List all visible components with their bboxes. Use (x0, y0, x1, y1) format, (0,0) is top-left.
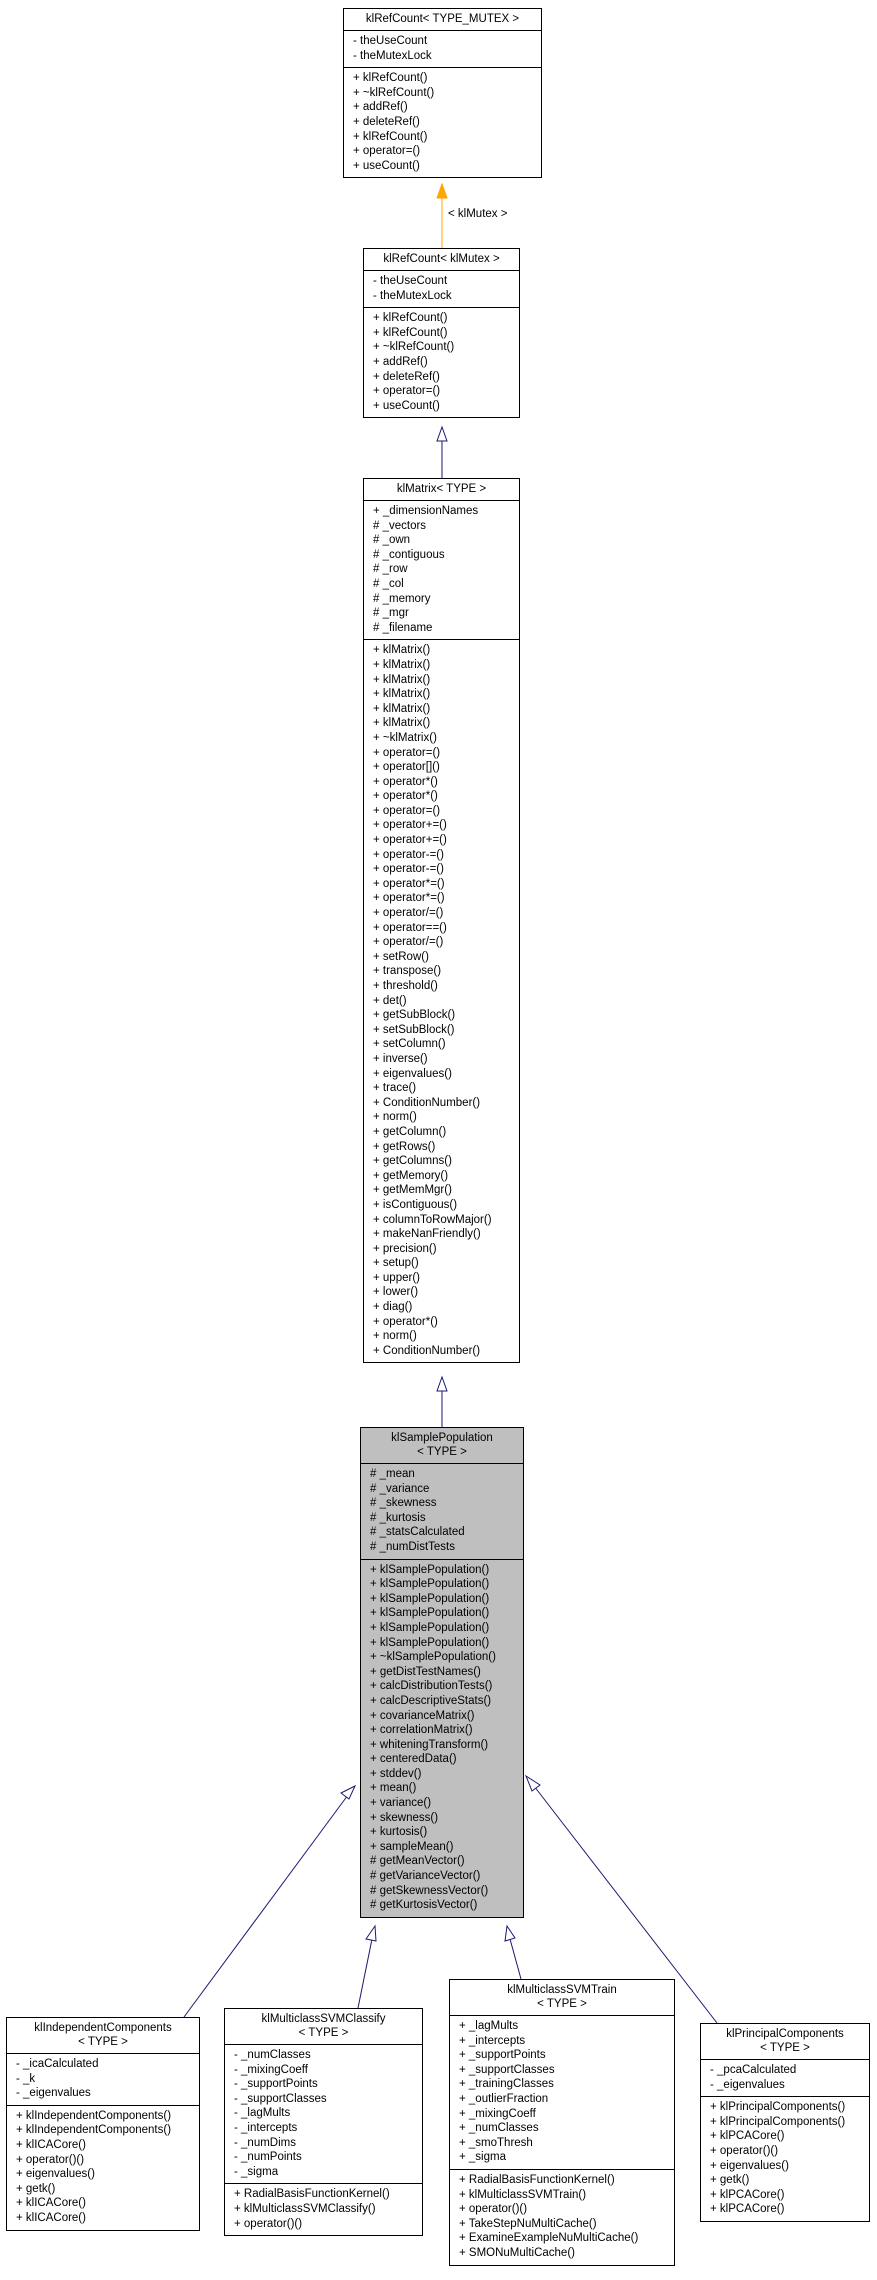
method-item[interactable]: + klSamplePopulation() (370, 1636, 490, 1649)
method-item[interactable]: + getColumns() (373, 1155, 452, 1168)
class-name-line: klMulticlassSVMClassify (261, 2013, 386, 2025)
class-name-line: klRefCount< TYPE_MUTEX > (365, 13, 520, 25)
methods-section (701, 2097, 869, 2221)
attributes-section (364, 501, 519, 640)
method-item[interactable]: + getDistTestNames() (370, 1665, 481, 1678)
attribute-item[interactable]: # _own (373, 534, 411, 547)
method-item[interactable]: + klMatrix() (373, 673, 431, 686)
method-item[interactable]: + diag() (373, 1301, 413, 1314)
class-klindependentcomponents[interactable] (6, 2017, 200, 2231)
method-item[interactable]: + klRefCount() (353, 72, 428, 85)
method-item[interactable]: + deleteRef() (373, 370, 440, 383)
attribute-item[interactable]: - theMutexLock (373, 289, 452, 302)
method-item[interactable]: + klMulticlassSVMTrain() (459, 2188, 587, 2201)
method-item[interactable]: + RadialBasisFunctionKernel() (459, 2173, 615, 2186)
method-item[interactable]: + getk() (710, 2174, 750, 2187)
method-item[interactable]: + operator()() (459, 2203, 528, 2216)
class-title (361, 1428, 523, 1464)
method-item[interactable]: + setColumn() (373, 1038, 446, 1051)
attribute-item[interactable]: - _intercepts (234, 2121, 298, 2134)
method-item[interactable]: + ~klRefCount() (353, 86, 435, 99)
attribute-item[interactable]: + _dimensionNames (373, 505, 479, 517)
method-item[interactable]: + ConditionNumber() (373, 1096, 481, 1109)
method-item[interactable]: + skewness() (370, 1811, 439, 1824)
attribute-item[interactable]: + _smoThresh (459, 2136, 533, 2149)
method-item[interactable]: + upper() (373, 1271, 420, 1284)
method-item[interactable]: + stddev() (370, 1767, 422, 1780)
method-item[interactable]: + klRefCount() (373, 312, 448, 325)
method-item[interactable]: # getSkewnessVector() (370, 1884, 489, 1897)
methods-section (364, 640, 519, 1362)
method-item[interactable]: + norm() (373, 1330, 417, 1343)
method-item[interactable]: + operator-=() (373, 848, 444, 861)
class-name-line: klPrincipalComponents (726, 2028, 844, 2040)
method-item[interactable]: + klICACore() (16, 2197, 86, 2210)
attribute-item[interactable]: # _memory (373, 592, 431, 605)
method-item[interactable]: # getMeanVector() (370, 1855, 465, 1868)
class-name-line: < TYPE > (298, 2027, 349, 2039)
method-item[interactable]: + getMemMgr() (373, 1184, 452, 1197)
attribute-item[interactable]: # _mgr (373, 607, 409, 620)
attribute-item[interactable]: - _numPoints (234, 2151, 302, 2164)
methods-section (344, 68, 541, 177)
inheritance-edge-independent-components (184, 1795, 348, 2017)
method-item[interactable]: + klMatrix() (373, 658, 431, 671)
class-title (225, 2009, 422, 2045)
attribute-item[interactable]: - theUseCount (353, 35, 428, 47)
inheritance-edge-svm-classify (358, 1939, 372, 2008)
method-item[interactable]: + operator*() (373, 790, 438, 803)
class-title (450, 1980, 674, 2016)
attributes-section (450, 2016, 674, 2170)
attribute-item[interactable]: + _lagMults (459, 2020, 519, 2032)
attribute-item[interactable]: - _lagMults (234, 2107, 291, 2120)
method-item[interactable]: + klMatrix() (373, 688, 431, 701)
method-item[interactable]: + precision() (373, 1242, 437, 1255)
class-klmulticlasssvmtrain[interactable] (449, 1979, 675, 2266)
attributes-section (225, 2045, 422, 2184)
methods-section (364, 308, 519, 417)
attribute-item[interactable]: # _statsCalculated (370, 1526, 465, 1539)
method-item[interactable]: + klMatrix() (373, 702, 431, 715)
method-item[interactable]: + eigenvalues() (710, 2159, 789, 2172)
method-item[interactable]: + variance() (370, 1797, 432, 1810)
method-item[interactable]: + operator=() (373, 804, 441, 817)
method-item[interactable]: + operator[]() (373, 761, 440, 774)
method-item[interactable]: + deleteRef() (353, 115, 420, 128)
attribute-item[interactable]: - _supportClasses (234, 2092, 327, 2105)
attribute-item[interactable]: + _intercepts (459, 2034, 526, 2047)
method-item[interactable]: + transpose() (373, 965, 442, 978)
method-item[interactable]: + setRow() (373, 950, 429, 963)
method-item[interactable]: + ~klSamplePopulation() (370, 1651, 496, 1664)
method-item[interactable]: + columnToRowMajor() (373, 1213, 492, 1226)
inheritance-arrowhead-sample-population (437, 1377, 447, 1391)
method-item[interactable]: + operator+=() (373, 834, 447, 847)
method-item[interactable]: + SMONuMultiCache() (459, 2246, 575, 2259)
inheritance-edge-svm-train (510, 1939, 521, 1979)
method-item[interactable]: + operator+=() (373, 819, 447, 832)
method-item[interactable]: + calcDistributionTests() (370, 1680, 493, 1693)
method-item[interactable]: + centeredData() (370, 1753, 457, 1766)
methods-section (7, 2106, 199, 2230)
attribute-item[interactable]: - _supportPoints (234, 2078, 318, 2091)
method-item[interactable]: + isContiguous() (373, 1198, 458, 1211)
method-item[interactable]: + operator*() (373, 1315, 438, 1328)
attribute-item[interactable]: # _row (373, 563, 408, 576)
method-item[interactable]: + mean() (370, 1782, 417, 1795)
method-item[interactable]: + useCount() (353, 159, 420, 172)
method-item[interactable]: + inverse() (373, 1052, 428, 1065)
method-item[interactable]: + klPCACore() (710, 2130, 785, 2143)
method-item[interactable]: + setup() (373, 1257, 419, 1270)
method-item[interactable]: + getColumn() (373, 1125, 447, 1138)
class-name-line: klIndependentComponents (34, 2022, 172, 2034)
method-item[interactable]: + kurtosis() (370, 1826, 428, 1839)
attribute-item[interactable]: + _outlierFraction (459, 2092, 549, 2105)
method-item[interactable]: + threshold() (373, 980, 438, 992)
method-item[interactable]: + trace() (373, 1082, 417, 1095)
methods-section (225, 2184, 422, 2235)
method-item[interactable]: + operator*() (373, 775, 438, 788)
method-item[interactable]: + operator=() (353, 145, 421, 158)
class-klrefcount-klmutex[interactable] (363, 248, 520, 418)
class-name-line: < TYPE > (417, 1446, 467, 1458)
attribute-item[interactable]: - _k (16, 2072, 36, 2085)
method-item[interactable]: + operator=() (373, 385, 441, 398)
class-name-line: klMulticlassSVMTrain (507, 1984, 617, 1996)
class-title (344, 9, 541, 31)
attribute-item[interactable]: + _mixingCoeff (459, 2107, 536, 2120)
method-item[interactable]: + klSamplePopulation() (370, 1592, 490, 1605)
method-item[interactable]: + klRefCount() (353, 130, 428, 143)
class-klmulticlasssvmclassify[interactable] (224, 2008, 423, 2236)
method-item[interactable]: + klMatrix() (373, 717, 431, 730)
method-item[interactable]: + klPCACore() (710, 2203, 785, 2216)
inheritance-arrowhead-matrix (437, 427, 447, 441)
class-name-line: klMatrix< TYPE > (396, 483, 487, 495)
template-binding-label: < klMutex > (448, 208, 508, 220)
attribute-item[interactable]: - theUseCount (373, 275, 448, 287)
attribute-item[interactable]: + _supportClasses (459, 2063, 555, 2076)
method-item[interactable]: + klIndependentComponents() (16, 2124, 172, 2137)
method-item[interactable]: + klICACore() (16, 2138, 86, 2151)
method-item[interactable]: # getVarianceVector() (370, 1870, 481, 1883)
method-item[interactable]: + lower() (373, 1286, 419, 1299)
class-klsamplepopulation[interactable] (360, 1427, 524, 1918)
method-item[interactable]: + klSamplePopulation() (370, 1578, 490, 1591)
attribute-item[interactable]: # _variance (370, 1482, 430, 1495)
method-item[interactable]: + ~klMatrix() (373, 731, 437, 744)
template-edge-arrowhead (437, 184, 447, 198)
attribute-item[interactable]: + _trainingClasses (459, 2078, 554, 2091)
method-item[interactable]: + klMatrix() (373, 644, 431, 657)
method-item[interactable]: + addRef() (353, 101, 408, 114)
attribute-item[interactable]: # _filename (373, 621, 433, 634)
attribute-item[interactable]: # _numDistTests (370, 1540, 456, 1553)
method-item[interactable]: + operator*=() (373, 892, 445, 905)
method-item[interactable]: + operator-=() (373, 863, 444, 876)
class-name-line: < TYPE > (78, 2036, 128, 2048)
method-item[interactable]: + operator=() (373, 746, 441, 759)
method-item[interactable]: + klRefCount() (373, 326, 448, 339)
method-item[interactable]: + getk() (16, 2182, 56, 2195)
method-item[interactable]: + makeNanFriendly() (373, 1228, 481, 1241)
attribute-item[interactable]: # _col (373, 577, 404, 590)
method-item[interactable]: + useCount() (373, 399, 440, 412)
method-item[interactable]: + operator*=() (373, 877, 445, 890)
class-name-line: < TYPE > (537, 1998, 587, 2010)
methods-section (450, 2170, 674, 2265)
inheritance-arrowhead-svm-classify (366, 1926, 376, 1941)
method-item[interactable]: + klMulticlassSVMClassify() (234, 2202, 376, 2215)
method-item[interactable]: + klICACore() (16, 2211, 86, 2224)
method-item[interactable]: + sampleMean() (370, 1840, 454, 1853)
method-item[interactable]: + eigenvalues() (373, 1067, 452, 1080)
attribute-item[interactable]: # _contiguous (373, 548, 445, 561)
method-item[interactable]: + operator()() (234, 2217, 303, 2230)
attribute-item[interactable]: # _skewness (370, 1497, 437, 1510)
attributes-section (701, 2060, 869, 2097)
method-item[interactable]: + klPrincipalComponents() (710, 2101, 846, 2114)
method-item[interactable]: + ExamineExampleNuMultiCache() (459, 2232, 639, 2245)
class-title (701, 2024, 869, 2060)
methods-section (361, 1560, 523, 1917)
inheritance-arrowhead-principal-components (526, 1776, 540, 1791)
attribute-item[interactable]: # _mean (370, 1468, 415, 1480)
inheritance-arrowhead-independent-components (341, 1786, 355, 1799)
method-item[interactable]: # getKurtosisVector() (370, 1899, 478, 1912)
attribute-item[interactable]: - _numClasses (234, 2049, 311, 2061)
attribute-item[interactable]: + _supportPoints (459, 2049, 546, 2062)
class-title (364, 479, 519, 501)
class-title (364, 249, 519, 271)
method-item[interactable]: + klSamplePopulation() (370, 1563, 490, 1576)
method-item[interactable]: + ConditionNumber() (373, 1344, 481, 1357)
method-item[interactable]: + TakeStepNuMultiCache() (459, 2217, 597, 2230)
class-name-line: klRefCount< klMutex > (383, 253, 500, 265)
attribute-item[interactable]: - _numDims (234, 2136, 296, 2149)
attributes-section (364, 271, 519, 308)
inheritance-arrowhead-svm-train (505, 1926, 515, 1941)
method-item[interactable]: + klSamplePopulation() (370, 1621, 490, 1634)
method-item[interactable]: + operator==() (373, 921, 447, 934)
method-item[interactable]: + ~klRefCount() (373, 341, 455, 354)
attribute-item[interactable]: - _pcaCalculated (710, 2064, 797, 2076)
method-item[interactable]: + calcDescriptiveStats() (370, 1694, 492, 1707)
method-item[interactable]: + klSamplePopulation() (370, 1607, 490, 1620)
method-item[interactable]: + det() (373, 994, 407, 1007)
method-item[interactable]: + getRows() (373, 1140, 436, 1153)
attribute-item[interactable]: # _kurtosis (370, 1511, 426, 1524)
method-item[interactable]: + klPCACore() (710, 2188, 785, 2201)
method-item[interactable]: + operator()() (710, 2144, 779, 2157)
attribute-item[interactable]: - _icaCalculated (16, 2058, 99, 2070)
method-item[interactable]: + getMemory() (373, 1169, 449, 1182)
method-item[interactable]: + addRef() (373, 355, 428, 368)
method-item[interactable]: + operator/=() (373, 907, 444, 920)
attribute-item[interactable]: + _numClasses (459, 2122, 539, 2135)
class-title (7, 2018, 199, 2054)
attribute-item[interactable]: - _eigenvalues (710, 2078, 785, 2091)
method-item[interactable]: + norm() (373, 1111, 417, 1124)
method-item[interactable]: + klPrincipalComponents() (710, 2115, 846, 2128)
attribute-item[interactable]: # _vectors (373, 519, 427, 532)
method-item[interactable]: + setSubBlock() (373, 1023, 455, 1036)
method-item[interactable]: + correlationMatrix() (370, 1724, 473, 1737)
method-item[interactable]: + covarianceMatrix() (370, 1709, 475, 1722)
class-name-line: klSamplePopulation (391, 1432, 493, 1444)
attribute-item[interactable]: - _mixingCoeff (234, 2063, 308, 2076)
method-item[interactable]: + eigenvalues() (16, 2168, 95, 2181)
class-klmatrix[interactable] (363, 478, 520, 1363)
attributes-section (7, 2054, 199, 2106)
method-item[interactable]: + operator/=() (373, 936, 444, 949)
class-klrefcount-type-mutex[interactable] (343, 8, 542, 178)
method-item[interactable]: + whiteningTransform() (370, 1738, 489, 1751)
method-item[interactable]: + getSubBlock() (373, 1009, 456, 1022)
method-item[interactable]: + klIndependentComponents() (16, 2109, 172, 2122)
attribute-item[interactable]: - _sigma (234, 2165, 279, 2178)
class-klprincipalcomponents[interactable] (700, 2023, 870, 2222)
method-item[interactable]: + operator()() (16, 2153, 85, 2166)
attributes-section (344, 31, 541, 68)
attribute-item[interactable]: + _sigma (459, 2151, 506, 2164)
attribute-item[interactable]: - _eigenvalues (16, 2087, 91, 2100)
class-name-line: < TYPE > (760, 2042, 810, 2054)
attribute-item[interactable]: - theMutexLock (353, 49, 432, 62)
attributes-section (361, 1464, 523, 1560)
method-item[interactable]: + RadialBasisFunctionKernel() (234, 2188, 390, 2201)
